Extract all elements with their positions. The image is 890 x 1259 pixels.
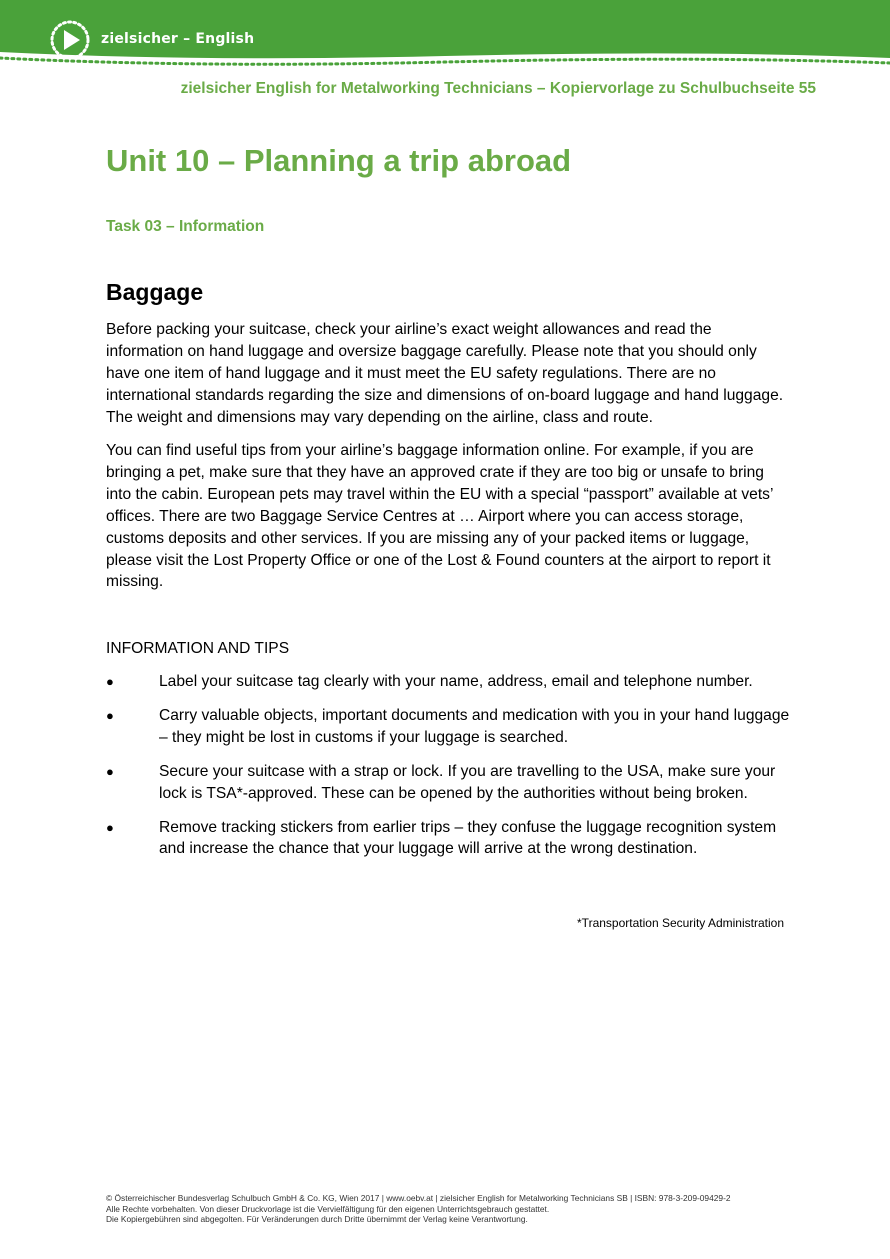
footer-disclaimer: Die Kopiergebühren sind abgegolten. Für Veränderungen durch Dritte übernimmt der Verlag keine Verantwortung. bbox=[106, 1214, 528, 1225]
footnote: *Transportation Security Administration bbox=[577, 916, 784, 930]
list-item bbox=[106, 671, 796, 693]
list-item-text: Secure your suitcase with a strap or lock. If you are travelling to the USA, make sure your lock is TSA*-approved. These can be opened by the authorities without being broken. bbox=[159, 762, 776, 802]
list-item bbox=[106, 761, 796, 805]
bullet-icon: ● bbox=[106, 707, 114, 723]
page-caption: zielsicher English for Metalworking Technicians – Kopiervorlage zu Schulbuchseite 55 bbox=[180, 80, 816, 97]
footer-rights: Alle Rechte vorbehalten. Von dieser Druckvorlage ist die Vervielfältigung für den eigenen Unterrichtsgebrauch gestattet. bbox=[106, 1203, 550, 1214]
bullet-icon: ● bbox=[106, 763, 114, 779]
tips-list bbox=[106, 671, 796, 872]
list-item-text: Carry valuable objects, important documents and medication with you in your hand luggage – they might be lost in customs if your luggage is searched. bbox=[159, 706, 790, 746]
tips-heading: INFORMATION AND TIPS bbox=[106, 640, 290, 657]
footer bbox=[106, 1193, 806, 1225]
unit-title: Unit 10 – Planning a trip abroad bbox=[106, 143, 572, 178]
list-item bbox=[106, 817, 796, 861]
section-heading: Baggage bbox=[106, 279, 204, 305]
bullet-icon: ● bbox=[106, 674, 114, 689]
paragraph: Before packing your suitcase, check your airline’s exact weight allowances and read the information on hand luggage and oversize baggage carefully. Please note that you should only have one item of hand luggage and it must meet the EU safety regulations. There are no international standards regarding the size and dimensions of on-board luggage and hand luggage. The weight and dimensions may vary depending on the airline, class and route. bbox=[106, 321, 784, 426]
footer-copyright: © Österreichischer Bundesverlag Schulbuch GmbH & Co. KG, Wien 2017 | www.oebv.at | zielsicher English for Metalworking Technicians SB | ISBN: 978-3-209-09429-2 bbox=[106, 1193, 731, 1203]
task-label: Task 03 – Information bbox=[106, 218, 265, 235]
list-item-text: Remove tracking stickers from earlier trips – they confuse the luggage recognition system and increase the chance that your luggage will arrive at the wrong destination. bbox=[159, 818, 777, 858]
list-item-text: Label your suitcase tag clearly with your name, address, email and telephone number. bbox=[159, 673, 753, 690]
bullet-icon: ● bbox=[106, 819, 114, 835]
paragraph: You can find useful tips from your airline’s baggage information online. For example, if you are bringing a pet, make sure that they have an approved crate if they are too big or unsafe to bring into the cabin. European pets may travel within the EU with a special “passport” available at vets’ offices. There are two Baggage Service Centres at … Airport where you can access storage, customs deposits and other services. If you are missing any of your packed items or luggage, please visit the Lost Property Office or one of the Lost & Found counters at the airport to report it missing. bbox=[106, 442, 773, 591]
list-item bbox=[106, 705, 796, 749]
header-band bbox=[0, 0, 890, 80]
brand-name: zielsicher – English bbox=[101, 31, 255, 47]
